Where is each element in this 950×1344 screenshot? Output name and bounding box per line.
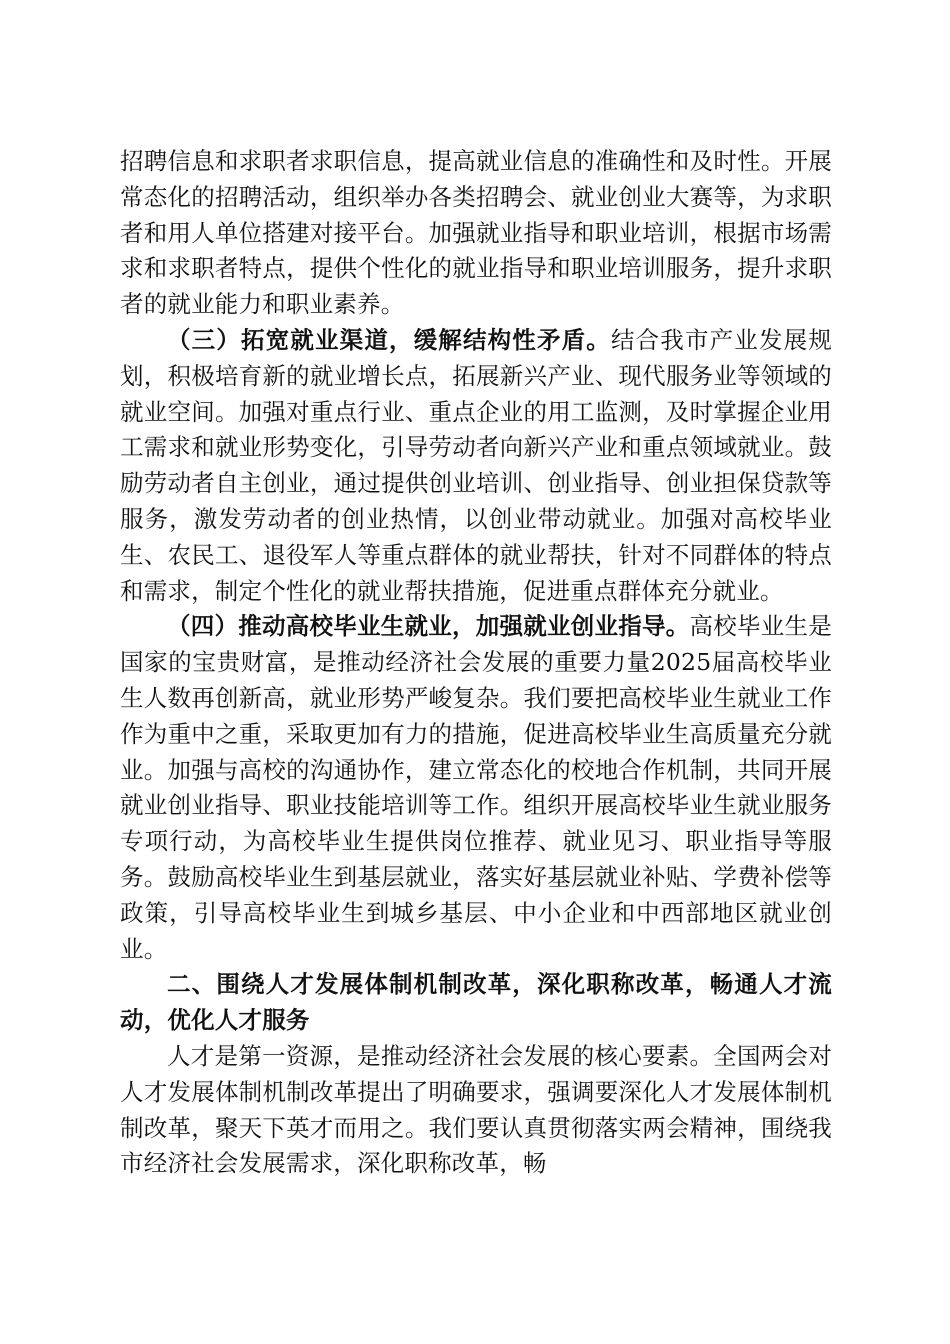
paragraph-talent-resource: 人才是第一资源，是推动经济社会发展的核心要素。全国两会对人才发展体制机制改革提出了明确要求，强调要深化人才发展体制机制改革，聚天下英才而用之。我们要认真贯彻落实两会精神，围绕我市经济社会发展需求，深化职称改革，畅 bbox=[120, 1041, 832, 1178]
section-lead-four: （四）推动高校毕业生就业，加强就业创业指导。 bbox=[167, 612, 690, 641]
paragraph-graduate-employment bbox=[120, 609, 832, 967]
section-heading-two: 二、围绕人才发展体制机制改革，深化职称改革，畅通人才流动，优化人才服务 bbox=[120, 970, 832, 1035]
paragraph-body-four: 高校毕业生是国家的宝贵财富，是推动经济社会发展的重要力量2025届高校毕业生人数再创新高，就业形势严峻复杂。我们要把高校毕业生就业工作作为重中之重，采取更加有力的措施，促进高校毕业生高质量充分就业。加强与高校的沟通协作，建立常态化的校地合作机制，共同开展就业创业指导、职业技能培训等工作。组织开展高校毕业生就业服务专项行动，为高校毕业生提供岗位推荐、就业见习、职业指导等服务。鼓励高校毕业生到基层就业，落实好基层就业补贴、学费补偿等政策，引导高校毕业生到城乡基层、中小企业和中西部地区就业创业。 bbox=[120, 612, 833, 963]
paragraph-body-three: 结合我市产业发展规划，积极培育新的就业增长点，拓展新兴产业、现代服务业等领域的就业空间。加强对重点行业、重点企业的用工监测，及时掌握企业用工需求和就业形势变化，引导劳动者向新兴产业和重点领域就业。鼓励劳动者自主创业，通过提供创业培训、创业指导、创业担保贷款等服务，激发劳动者的创业热情，以创业带动就业。加强对高校毕业生、农民工、退役军人等重点群体的就业帮扶，针对不同群体的特点和需求，制定个性化的就业帮扶措施，促进重点群体充分就业。 bbox=[120, 325, 832, 605]
paragraph-employment-channels bbox=[120, 323, 832, 609]
section-lead-three: （三）拓宽就业渠道，缓解结构性矛盾。 bbox=[167, 325, 611, 354]
document-page bbox=[120, 144, 832, 1182]
paragraph-recruitment-info: 招聘信息和求职者求职信息，提高就业信息的准确性和及时性。开展常态化的招聘活动，组织举办各类招聘会、就业创业大赛等，为求职者和用人单位搭建对接平台。加强就业指导和职业培训，根据市场需求和求职者特点，提供个性化的就业指导和职业培训服务，提升求职者的就业能力和职业素养。 bbox=[120, 147, 832, 319]
